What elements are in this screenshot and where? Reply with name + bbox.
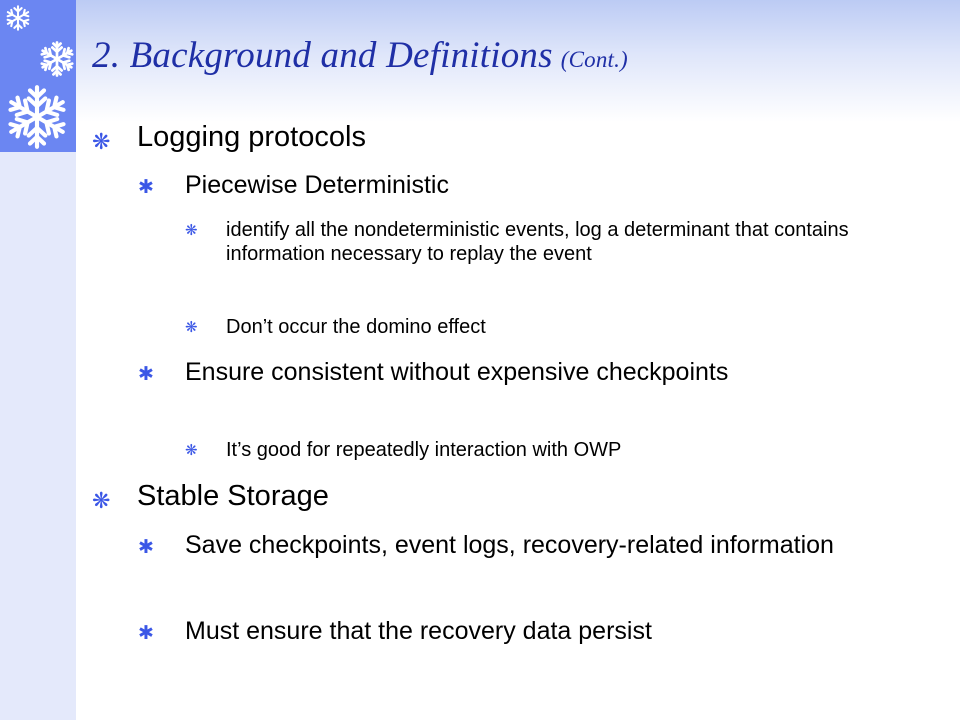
bullet-icon: ❋ xyxy=(92,129,111,154)
bullet-icon: ✱ xyxy=(138,177,154,198)
bullet-text: Must ensure that the recovery data persist xyxy=(185,617,652,645)
bullet-text: Ensure consistent without expensive checkpoints xyxy=(185,358,729,386)
bullet-icon: ✱ xyxy=(138,364,154,385)
list-item xyxy=(92,120,932,154)
bullet-icon: ❋ xyxy=(185,319,198,336)
bullet-icon: ✱ xyxy=(138,623,154,644)
title-suffix: (Cont.) xyxy=(560,47,628,72)
list-item xyxy=(138,358,918,386)
bullet-icon: ✱ xyxy=(138,537,154,558)
bullet-icon: ❋ xyxy=(185,222,198,239)
list-item xyxy=(185,438,885,462)
title-text: 2. Background and Definitions xyxy=(92,35,553,76)
bullet-text: It’s good for repeatedly interaction with OWP xyxy=(226,439,622,461)
list-item xyxy=(185,315,885,339)
list-item xyxy=(185,218,885,266)
bullet-icon: ❋ xyxy=(185,442,198,459)
list-item xyxy=(138,617,938,645)
bullet-text: identify all the nondeterministic events, log a determinant that contains information necessary to replay the event xyxy=(226,219,849,265)
list-item xyxy=(138,531,938,559)
bullet-text: Stable Storage xyxy=(137,480,329,512)
bullet-icon: ❋ xyxy=(92,488,111,513)
bullet-text: Don’t occur the domino effect xyxy=(226,316,486,338)
bullet-text: Piecewise Deterministic xyxy=(185,171,449,199)
list-item xyxy=(138,171,918,199)
bullet-text: Save checkpoints, event logs, recovery-related information xyxy=(185,531,834,559)
bullet-text: Logging protocols xyxy=(137,121,366,153)
list-item xyxy=(92,479,932,513)
